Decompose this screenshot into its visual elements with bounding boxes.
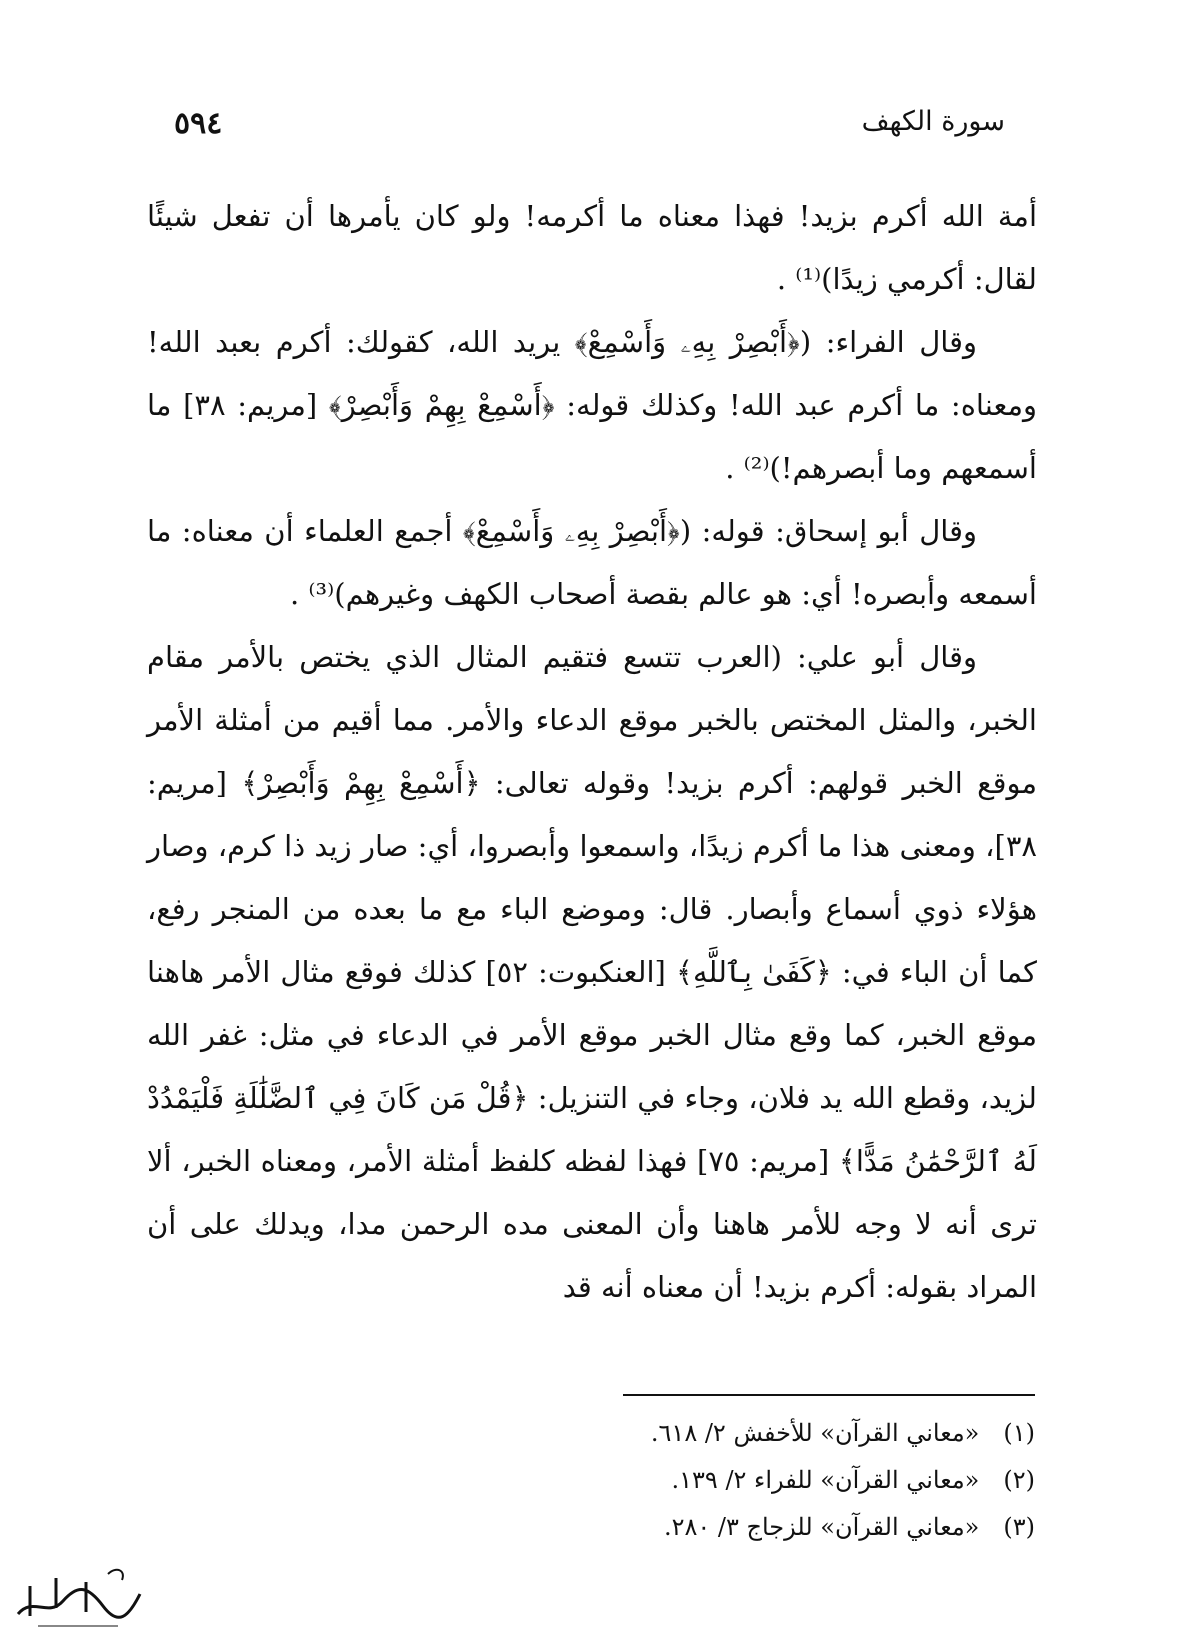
footnote-number: (١) <box>1003 1419 1035 1447</box>
footnote-number: (٣) <box>1003 1513 1035 1541</box>
footnote-number: (٢) <box>1003 1466 1035 1494</box>
footnote-divider <box>623 1394 1035 1396</box>
page-number: ٥٩٤ <box>174 106 223 141</box>
running-header <box>150 100 1035 160</box>
footnote-text: «معاني القرآن» للفراء ٢/ ١٣٩. <box>671 1466 980 1494</box>
footnote-text: «معاني القرآن» للأخفش ٢/ ٦١٨. <box>650 1419 980 1447</box>
paragraph-4: وقال أبو علي: (العرب تتسع فتقيم المثال الذي يختص بالأمر مقام الخبر، والمثل المختص بالخبر موقع الدعاء والأمر. مما أقيم من أمثلة الأمر موقع الخبر قولهم: أكرم بزيد! وقوله تعالى: ﴿أَسْمِعْ بِهِمْ وَأَبْصِرْ﴾ [مريم: ٣٨]، ومعنى هذا ما أكرم زيدًا، واسمعوا وأبصروا، أي: صار زيد ذا كرم، وصار هؤلاء ذوي أسماع وأبصار. قال: وموضع الباء مع ما بعده من المنجر رفع، كما أن الباء في: ﴿كَفَىٰ بِٱللَّهِ﴾ [العنكبوت: ٥٢] كذلك فوقع مثال الأمر هاهنا موقع الخبر، كما وقع مثال الخبر موقع الأمر في الدعاء في مثل: غفر الله لزيد، وقطع الله يد فلان، وجاء في التنزيل: ﴿قُلْ مَن كَانَ فِي ٱلضَّلَٰلَةِ فَلْيَمْدُدْ لَهُ ٱلرَّحْمَٰنُ مَدًّا﴾ [مريم: ٧٥] فهذا لفظه كلفظ أمثلة الأمر، ومعناه الخبر، ألا ترى أنه لا وجه للأمر هاهنا وأن المعنى مده الرحمن مدا، ويدلك على أن المراد بقوله: أكرم بزيد! أن معناه أنه قد <box>147 640 1037 1304</box>
footnote-2 <box>335 1457 1035 1504</box>
paragraph-2: وقال الفراء: (﴿أَبْصِرْ بِهِۦ وَأَسْمِعْ﴾ يريد الله، كقولك: أكرم بعبد الله! ومعناه: ما أكرم عبد الله! وكذلك قوله: ﴿أَسْمِعْ بِهِمْ وَأَبْصِرْ﴾ [مريم: ٣٨] ما أسمعهم وما أبصرهم!)⁽²⁾ . <box>147 325 1038 485</box>
paragraph-3: وقال أبو إسحاق: قوله: (﴿أَبْصِرْ بِهِۦ وَأَسْمِعْ﴾ أجمع العلماء أن معناه: ما أسمعه وأبصره! أي: هو عالم بقصة أصحاب الكهف وغيرهم)⁽³⁾ . <box>147 514 1037 611</box>
footnote-text: «معاني القرآن» للزجاج ٣/ ٢٨٠. <box>663 1513 980 1541</box>
footnote-1 <box>335 1410 1035 1457</box>
footnotes <box>335 1410 1035 1551</box>
footnote-3 <box>335 1504 1035 1551</box>
publisher-stamp-logo <box>8 1556 148 1636</box>
paragraph-1: أمة الله أكرم بزيد! فهذا معناه ما أكرمه! ولو كان يأمرها أن تفعل شيئًا لقال: أكرمي زيدًا)⁽¹⁾ . <box>147 199 1037 296</box>
surah-title: سورة الكهف <box>861 106 1005 137</box>
body-text <box>147 185 1037 1319</box>
